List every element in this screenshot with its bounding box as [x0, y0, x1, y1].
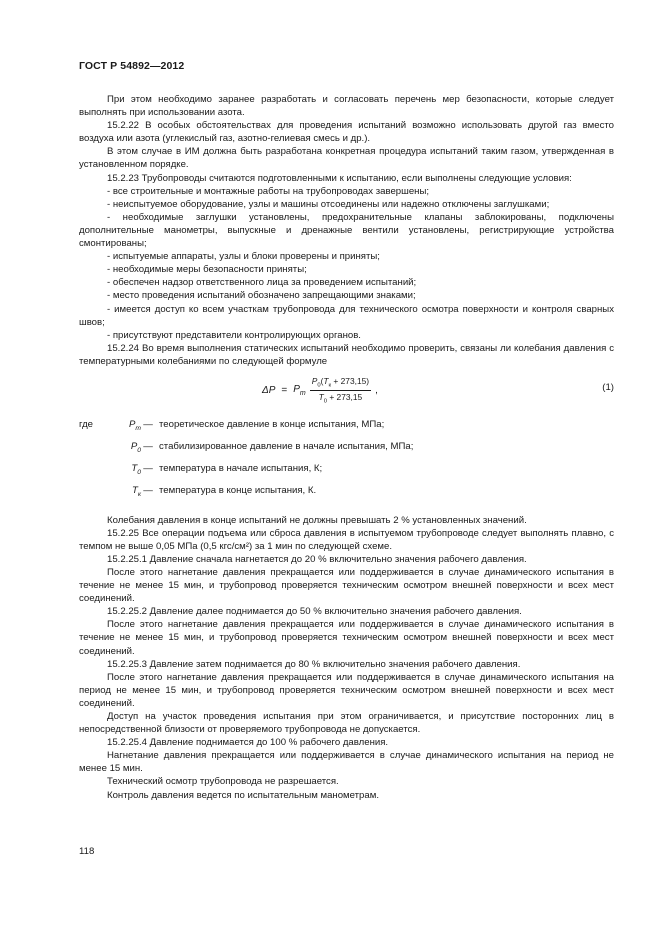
def-symbol [107, 482, 141, 504]
def-lead [79, 482, 107, 504]
def-dash: — [143, 440, 153, 452]
paragraph: 15.2.25.4 Давление поднимается до 100 % рабочего давления. [107, 737, 389, 749]
paragraph: В этом случае в ИМ должна быть разработана конкретная процедура испытаний таким газом, утвержденная в установленном порядке. [79, 146, 614, 171]
def-symbol-sub: m [135, 424, 141, 432]
def-dash: — [143, 462, 153, 474]
definitions-list [79, 416, 614, 504]
den-t-symbol: T [318, 391, 324, 402]
def-text: стабилизированное давление в начале испытания, МПа; [159, 440, 414, 452]
paragraph: 15.2.22 В особых обстоятельствах для проведения испытаний возможно использовать другой газ вместо воздуха или азота (углекислый газ, азотно-гелиевая смесь и др.). [79, 120, 614, 145]
formula-fraction [310, 376, 371, 404]
definition-row [79, 438, 614, 460]
def-symbol [107, 438, 141, 460]
def-text: температура в начале испытания, К; [159, 462, 323, 474]
definition-row [79, 416, 614, 438]
formula-block [79, 372, 614, 414]
paragraph: 15.2.23 Трубопроводы считаются подготовленными к испытанию, если выполнены следующие условия: [107, 172, 572, 184]
def-symbol-base: P [128, 418, 136, 430]
def-symbol-sub: 0 [137, 446, 141, 454]
num-p-symbol: P [311, 375, 318, 386]
def-lead: где [79, 418, 94, 430]
formula-pm-symbol: P [293, 383, 300, 395]
paragraph: Технический осмотр трубопровода не разрешается. [107, 776, 339, 788]
num-rest: + 273,15) [331, 375, 370, 386]
list-item: - испытуемые аппараты, узлы и блоки проверены и приняты; [107, 251, 380, 263]
formula-pm-sub: m [299, 389, 306, 397]
paragraph: Доступ на участок проведения испытания при этом ограничивается, и присутствие посторонних лиц в непосредственной близости от проверяемого трубопровода не допускается. [79, 711, 614, 736]
def-lead [79, 460, 107, 482]
page-number: 118 [79, 846, 95, 857]
den-t-sub: 0 [323, 398, 328, 405]
list-item: - необходимые заглушки установлены, предохранительные клапаны заблокированы, подключены дополнительные манометры, выпускные и дренажные вентили установлены, регистрирующие устройства смонтированы; [79, 211, 614, 250]
paragraph: 15.2.25 Все операции подъема или сброса давления в испытуемом трубопроводе следует выполнять плавно, с темпом не выше 0,05 МПа (0,5 кгс/см²) за 1 мин по следующей схеме. [79, 527, 614, 552]
def-text: температура в конце испытания, К. [159, 484, 317, 496]
paragraph: Нагнетание давления прекращается или поддерживается в случае динамического испытания на период не менее 15 мин. [79, 750, 614, 775]
list-item: - присутствуют представители контролирующих органов. [107, 329, 361, 341]
pressure-formula [262, 376, 378, 404]
def-symbol-sub: к [137, 490, 141, 498]
def-text: теоретическое давление в конце испытания, МПа; [159, 418, 385, 430]
num-t-sub: к [328, 382, 332, 389]
def-symbol-base: T [131, 462, 138, 474]
document-body [79, 93, 614, 802]
list-item: - имеется доступ ко всем участкам трубопровода для технического осмотра поверхности и контроля сварных швов; [79, 303, 614, 328]
def-dash: — [143, 484, 153, 496]
list-item: - обеспечен надзор ответственного лица за проведением испытаний; [107, 277, 417, 289]
formula-denominator [319, 391, 363, 405]
paragraph: 15.2.25.3 Давление затем поднимается до 80 % включительно значения рабочего давления. [107, 658, 521, 670]
def-symbol-sub: 0 [137, 468, 141, 476]
paragraph: После этого нагнетание давления прекращается или поддерживается в случае динамического испытания на период не менее 15 мин, и трубопровод проверяется техническим осмотром внешней поверхности и всех мест соединений. [79, 671, 614, 709]
den-rest: + 273,15 [327, 391, 363, 402]
paragraph: После этого нагнетание давления прекращается или поддерживается в случае динамического испытания в течение не менее 15 мин, и трубопровод проверяется техническим осмотром внешней поверхности и всех мест соединений. [79, 566, 614, 605]
formula-numerator [310, 376, 371, 391]
paragraph: Колебания давления в конце испытаний не должны превышать 2 % установленных значений. [107, 514, 527, 526]
equation-number: (1) [602, 381, 614, 393]
list-item: - необходимые меры безопасности приняты; [107, 264, 307, 276]
def-dash: — [143, 418, 153, 430]
spacer [79, 504, 614, 514]
definition-row [79, 482, 614, 504]
list-item: - место проведения испытаний обозначено запрещающими знаками; [107, 290, 416, 302]
def-lead [79, 438, 107, 460]
paragraph: 15.2.25.2 Давление далее поднимается до 50 % включительно значения рабочего давления. [107, 606, 522, 618]
def-symbol [107, 460, 141, 482]
formula-equals: = [281, 384, 288, 396]
list-item: - все строительные и монтажные работы на трубопроводах завершены; [107, 185, 430, 197]
paragraph: 15.2.24 Во время выполнения статических испытаний необходимо проверить, связаны ли колебания давления с температурными колебаниями по следующей формуле [79, 342, 614, 367]
formula-tail: , [375, 384, 378, 396]
paragraph: Контроль давления ведется по испытательным манометрам. [107, 789, 379, 801]
paragraph: После этого нагнетание давления прекращается или поддерживается в случае динамического испытания в течение не менее 15 мин, и трубопровод проверяется техническим осмотром внешней поверхности и всех мест соединений. [79, 619, 614, 657]
formula-pm [293, 384, 306, 397]
paragraph: 15.2.25.1 Давление сначала нагнетается до 20 % включительно значения рабочего давления. [107, 553, 527, 565]
num-p-sub: 0 [317, 382, 321, 389]
def-symbol-base: P [130, 440, 138, 452]
page-header: ГОСТ Р 54892—2012 [79, 60, 185, 72]
num-t-symbol: T [323, 375, 329, 386]
def-symbol-base: T [131, 484, 138, 496]
paragraph: При этом необходимо заранее разработать и согласовать перечень мер безопасности, которые следует выполнять при использовании азота. [79, 94, 614, 119]
num-paren: ( [320, 375, 324, 386]
def-symbol [107, 416, 141, 438]
definition-row [79, 460, 614, 482]
formula-lhs: ΔP [262, 384, 276, 396]
list-item: - неиспытуемое оборудование, узлы и машины отсоединены или надежно отключены заглушками; [107, 198, 550, 210]
